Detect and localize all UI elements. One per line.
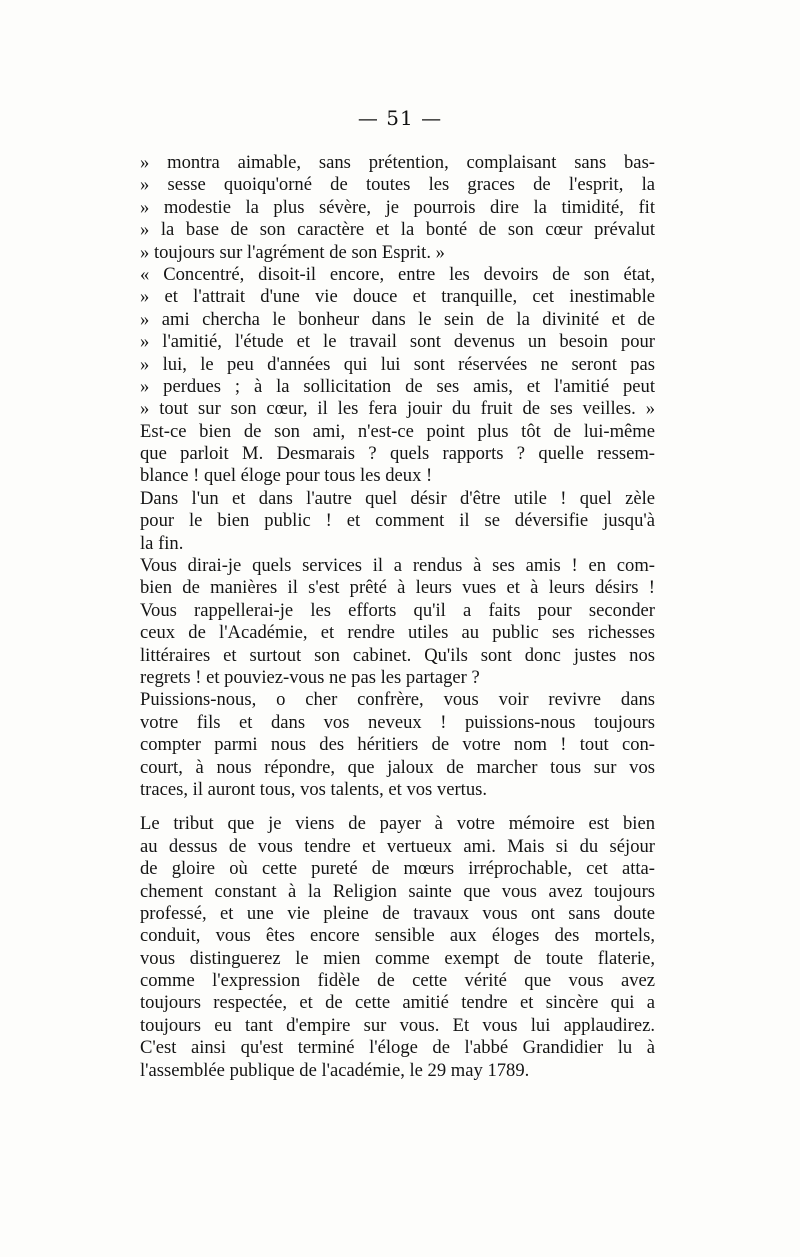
text-line: votre fils et dans vos neveux ! puissions-nous toujours xyxy=(140,711,655,733)
text-line: toujours respectée, et de cette amitié tendre et sincère qui a xyxy=(140,992,655,1014)
page-number: — 51 — xyxy=(357,106,443,130)
text-line: » perdues ; à la sollicitation de ses amis, et l'amitié peut xyxy=(140,375,655,397)
text-line: Vous rappellerai-je les efforts qu'il a faits pour seconder xyxy=(140,599,655,621)
text-line: « Concentré, disoit-il encore, entre les devoirs de son état, xyxy=(140,263,655,285)
text-line: toujours eu tant d'empire sur vous. Et vous lui applaudirez. xyxy=(140,1014,655,1036)
text-line: C'est ainsi qu'est terminé l'éloge de l'abbé Grandidier lu à xyxy=(140,1037,655,1059)
text-line: regrets ! et pouviez-vous ne pas les partager ? xyxy=(140,666,480,688)
text-line: » lui, le peu d'années qui lui sont réservées ne seront pas xyxy=(140,353,655,375)
text-line: Puissions-nous, o cher confrère, vous voir revivre dans xyxy=(140,689,655,711)
text-line: bien de manières il s'est prêté à leurs vues et à leurs désirs ! xyxy=(140,577,655,599)
text-line: » toujours sur l'agrément de son Esprit. » xyxy=(140,241,445,263)
text-line: que parloit M. Desmarais ? quels rapports ? quelle ressem- xyxy=(140,443,655,465)
text-line: traces, il auront tous, vos talents, et vos vertus. xyxy=(140,778,488,800)
text-line: ceux de l'Académie, et rendre utiles au public ses richesses xyxy=(140,622,655,644)
text-line: vous distinguerez le mien comme exempt de toute flaterie, xyxy=(140,947,655,969)
text-line: » modestie la plus sévère, je pourrois dire la timidité, fit xyxy=(140,196,655,218)
text-line: » la base de son caractère et la bonté de son cœur prévalut xyxy=(140,219,655,241)
text-line: de gloire où cette pureté de mœurs irréprochable, cet atta- xyxy=(140,858,655,880)
text-line: » tout sur son cœur, il les fera jouir du fruit de ses veilles. » xyxy=(140,398,655,420)
text-line: » ami chercha le bonheur dans le sein de la divinité et de xyxy=(140,308,655,330)
text-line: l'assemblée publique de l'académie, le 29 may 1789. xyxy=(140,1059,530,1081)
text-line: Est-ce bien de son ami, n'est-ce point plus tôt de lui-même xyxy=(140,420,655,442)
text-line: » l'amitié, l'étude et le travail sont devenus un besoin pour xyxy=(140,331,655,353)
text-line: compter parmi nous des héritiers de votre nom ! tout con- xyxy=(140,734,655,756)
text-line: la fin. xyxy=(140,532,184,554)
text-line: pour le bien public ! et comment il se déversifie jusqu'à xyxy=(140,510,655,532)
body-text xyxy=(140,152,655,1082)
text-line: comme l'expression fidèle de cette vérité que vous avez xyxy=(140,970,655,992)
text-line: chement constant à la Religion sainte que vous avez toujours xyxy=(140,880,655,902)
paragraph-gap xyxy=(140,801,655,813)
text-line: Vous dirai-je quels services il a rendus à ses amis ! en com- xyxy=(140,555,655,577)
text-line: » et l'attrait d'une vie douce et tranquille, cet inestimable xyxy=(140,286,655,308)
text-line: professé, et une vie pleine de travaux vous ont sans doute xyxy=(140,902,655,924)
text-line: Le tribut que je viens de payer à votre mémoire est bien xyxy=(140,813,655,835)
text-line: au dessus de vous tendre et vertueux ami. Mais si du séjour xyxy=(140,835,655,857)
text-line: » montra aimable, sans prétention, complaisant sans bas- xyxy=(140,152,655,173)
text-line: Dans l'un et dans l'autre quel désir d'être utile ! quel zèle xyxy=(140,487,655,509)
text-line: court, à nous répondre, que jaloux de marcher tous sur vos xyxy=(140,756,655,778)
text-line: conduit, vous êtes encore sensible aux éloges des mortels, xyxy=(140,925,655,947)
text-line: blance ! quel éloge pour tous les deux ! xyxy=(140,465,433,487)
text-line: littéraires et surtout son cabinet. Qu'ils sont donc justes nos xyxy=(140,644,655,666)
text-line: » sesse quoiqu'orné de toutes les graces de l'esprit, la xyxy=(140,174,655,196)
